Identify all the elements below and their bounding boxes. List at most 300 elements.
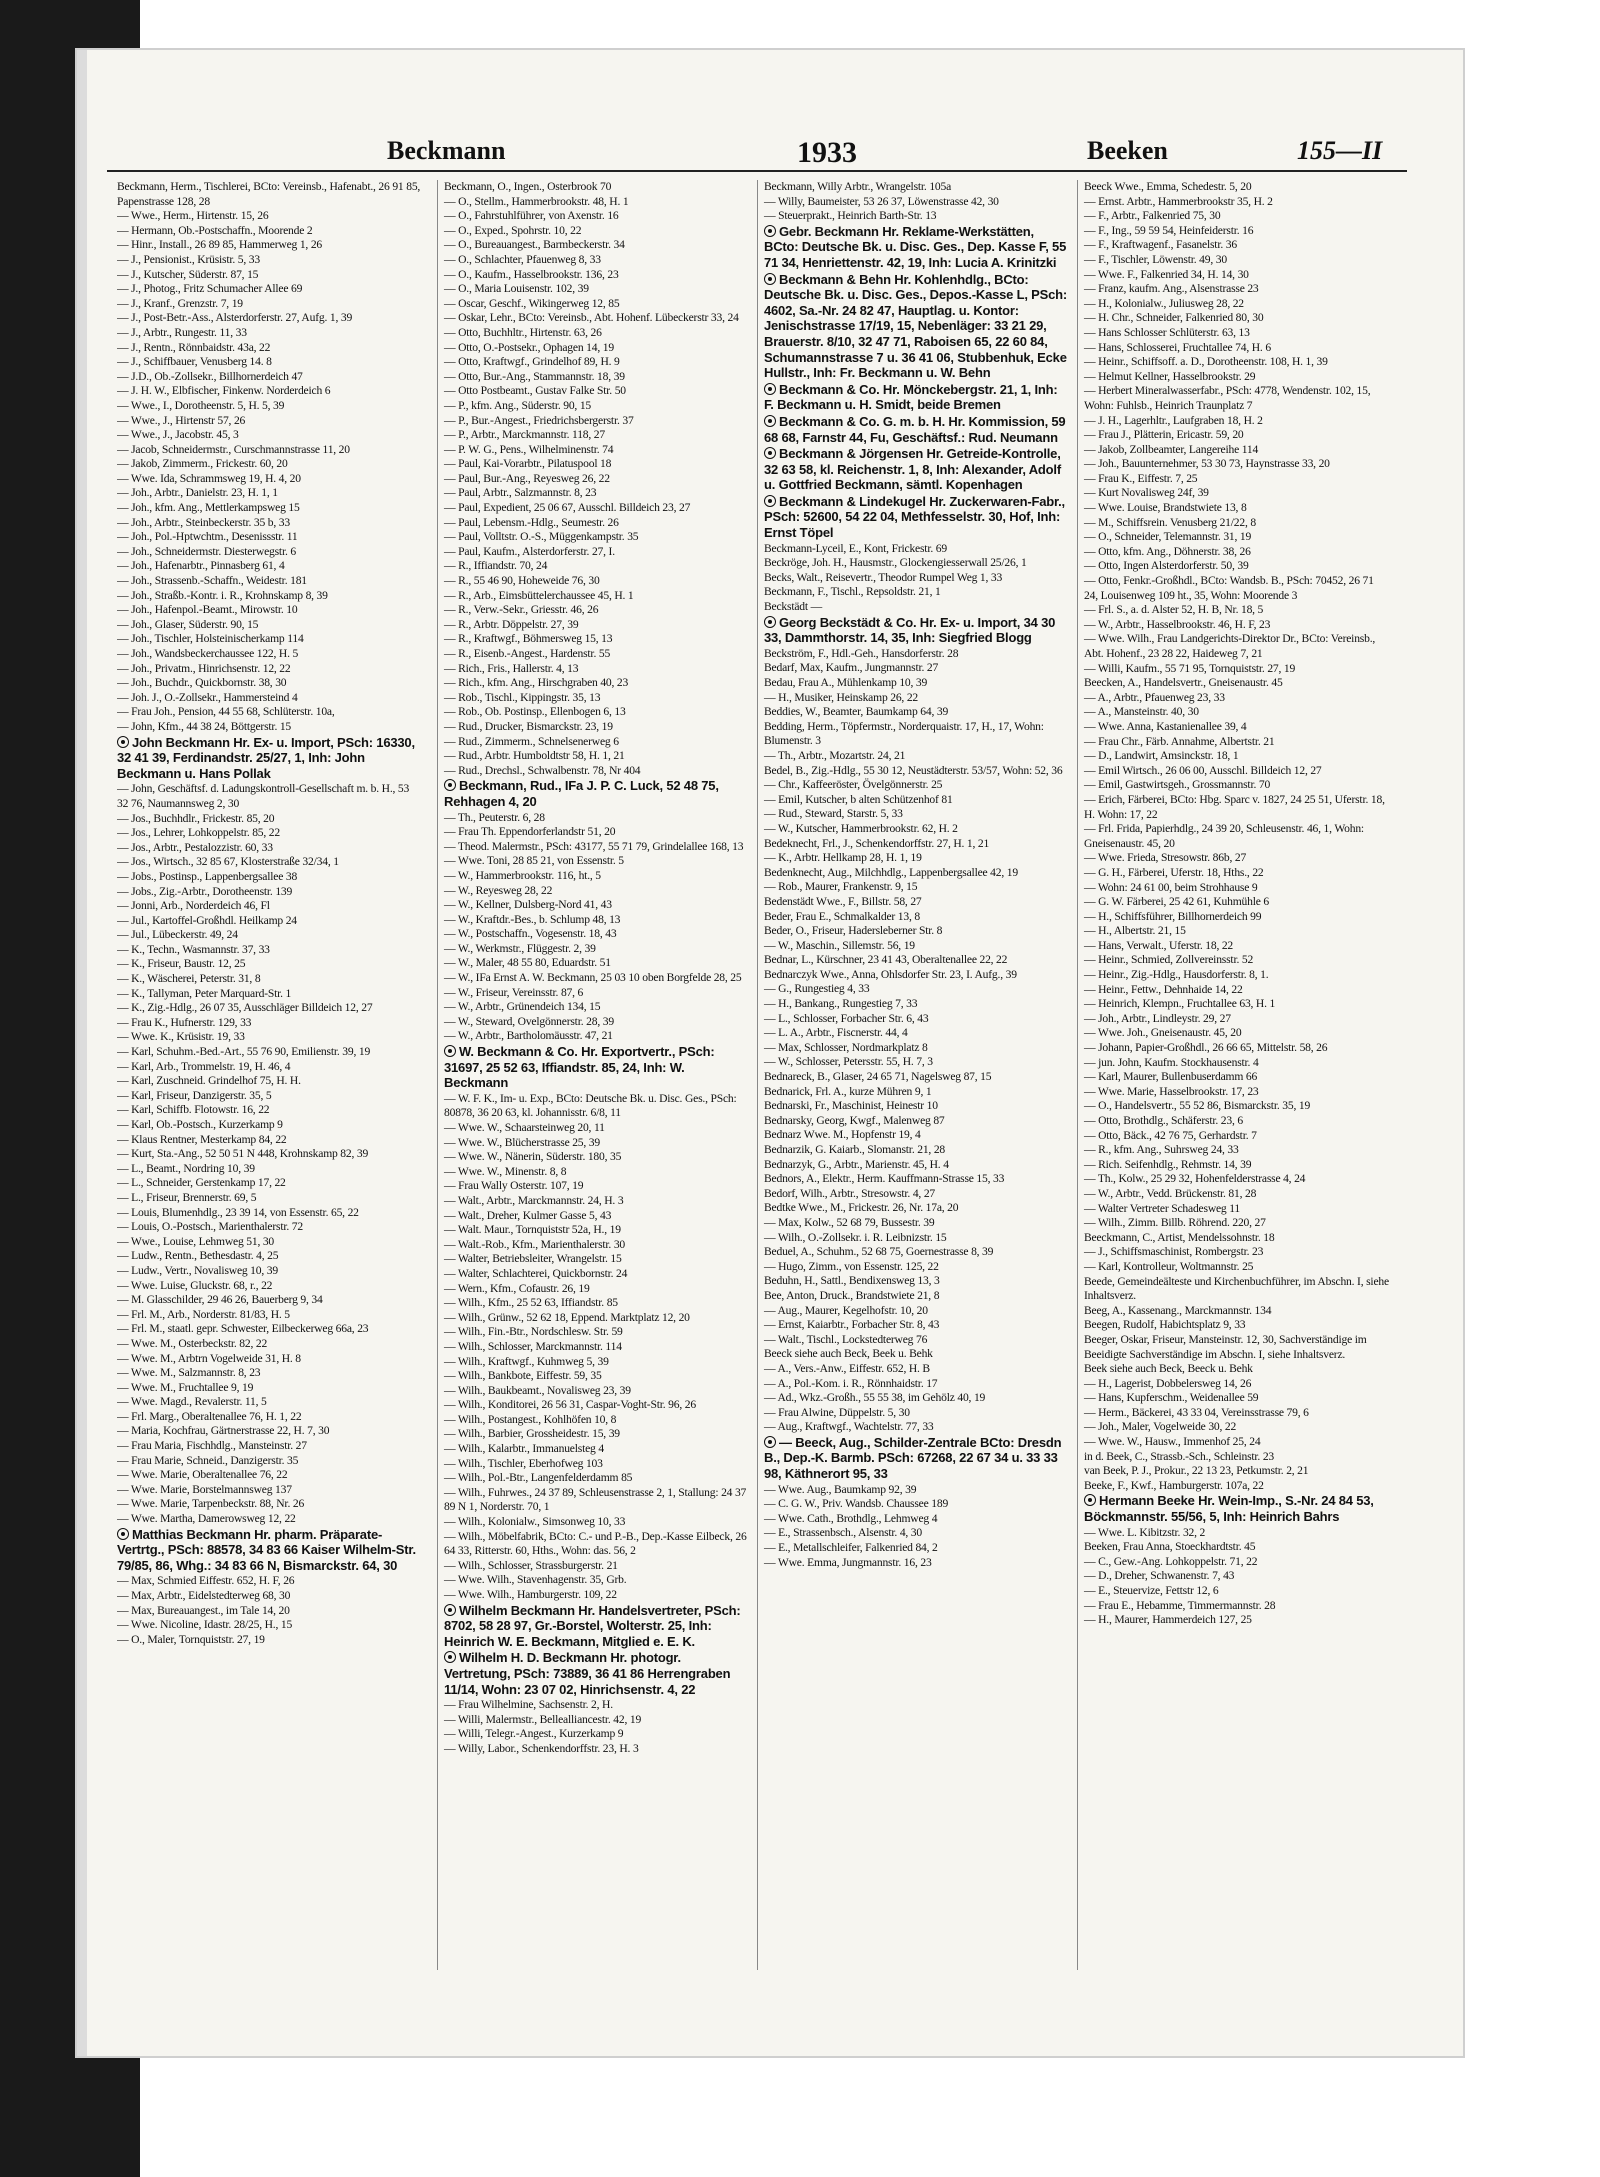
- directory-entry: [764, 661, 1069, 676]
- directory-entry: [1084, 501, 1389, 516]
- directory-entry: [117, 928, 422, 943]
- entry-text: — Frl. M., staatl. gepr. Schwester, Eilbeckerweg 66a, 23: [117, 1322, 369, 1336]
- entry-text: — Rud., Drechsl., Schwalbenstr. 78, Nr 404: [444, 763, 641, 777]
- directory-entry: [1084, 574, 1389, 603]
- entry-text: Bednors, A., Elektr., Herm. Kauffmann-Strasse 15, 33: [764, 1172, 1005, 1186]
- entry-text: Georg Beckstädt & Co. Hr. Ex- u. Import, 34 30 33, Dammthorstr. 14, 35, Inh: Siegfried Blogg: [764, 614, 1056, 646]
- directory-entry: [1084, 1231, 1389, 1246]
- entry-text: — H., Albertstr. 21, 15: [1084, 924, 1186, 938]
- directory-entry: [117, 782, 422, 811]
- directory-entry: [117, 676, 422, 691]
- entry-text: — Max, Bureauangest., im Tale 14, 20: [117, 1603, 290, 1617]
- entry-text: — F., Kraftwagenf., Fasanelstr. 36: [1084, 238, 1237, 252]
- entry-text: — F., Tischler, Löwenstr. 49, 30: [1084, 252, 1227, 266]
- directory-entry: [764, 1497, 1069, 1512]
- entry-text: Beckmann & Co. G. m. b. H. Hr. Kommission, 59 68 68, Farnstr 44, Fu, Geschäftsf.: Rud. Neumann: [764, 413, 1066, 445]
- directory-entry: [764, 910, 1069, 925]
- directory-entry: [444, 1238, 749, 1253]
- entry-text: — Frau Wilhelmine, Sachsenstr. 2, H.: [444, 1698, 613, 1712]
- entry-text: — J., Arbtr., Rungestr. 11, 33: [117, 325, 247, 339]
- firm-marker-icon: [764, 447, 776, 459]
- entry-text: — Frau K., Eiffestr. 7, 25: [1084, 471, 1198, 485]
- entry-text: — L., Schlosser, Forbacher Str. 6, 43: [764, 1011, 929, 1025]
- entry-text: Beckmann, Rud., IFa J. P. C. Luck, 52 48 75, Rehhagen 4, 20: [444, 778, 719, 809]
- directory-entry: [117, 209, 422, 224]
- directory-entry: [444, 1471, 749, 1486]
- entry-text: Bednarski, Fr., Maschinist, Heinestr 10: [764, 1099, 938, 1113]
- directory-entry: [764, 997, 1069, 1012]
- entry-text: Beckstädt —: [764, 600, 823, 614]
- directory-entry: [117, 501, 422, 516]
- entry-text: — R., Arbtr. Döppelstr. 27, 39: [444, 617, 579, 631]
- entry-text: — Otto, Fenkr.-Großhdl., BCto: Wandsb. B., PSch: 70452, 26 71 24, Louisenweg 109 ht., 35, Wohn: Moorende 3: [1084, 574, 1374, 602]
- directory-entry: [1084, 355, 1389, 370]
- entry-text: — Karl, Schuhm.-Bed.-Art., 55 76 90, Emilienstr. 39, 19: [117, 1045, 371, 1059]
- directory-entry: [1084, 793, 1389, 822]
- entry-text: — Wwe. F., Falkenried 34, H. 14, 30: [1084, 267, 1249, 281]
- directory-entry: [1084, 924, 1389, 939]
- directory-entry: [444, 311, 749, 326]
- entry-text: — Willi, Malermstr., Bellealliancestr. 42, 19: [444, 1712, 642, 1726]
- firm-entry: [764, 382, 1069, 414]
- entry-text: — Jakob, Zimmerm., Frickestr. 60, 20: [117, 457, 288, 471]
- directory-entry: [444, 1121, 749, 1136]
- entry-text: Bednarczyk Wwe., Anna, Ohlsdorfer Str. 23, I. Aufg., 39: [764, 967, 1017, 981]
- entry-text: — Jonni, Arb., Norderdeich 46, Fl: [117, 899, 270, 913]
- directory-entry: [1084, 895, 1389, 910]
- directory-entry: [117, 1176, 422, 1191]
- directory-entry: [764, 1260, 1069, 1275]
- directory-entry: [1084, 414, 1389, 429]
- directory-entry: [117, 1060, 422, 1075]
- directory-entry: [1084, 1143, 1389, 1158]
- directory-entry: [117, 1468, 422, 1483]
- directory-entry: [1084, 530, 1389, 545]
- entry-text: — Emil, Gastwirtsgeh., Grossmannstr. 70: [1084, 778, 1271, 792]
- entry-text: — Ludw., Vertr., Novalisweg 10, 39: [117, 1263, 278, 1277]
- directory-entry: [117, 574, 422, 589]
- directory-entry: [444, 1559, 749, 1574]
- entry-text: — C. G. W., Priv. Wandsb. Chaussee 189: [764, 1497, 949, 1511]
- entry-text: Bednarzik, G. Kaiarb., Slomanstr. 21, 28: [764, 1143, 946, 1156]
- directory-entry: [1084, 1085, 1389, 1100]
- entry-text: — L. A., Arbtr., Fiscnerstr. 44, 4: [764, 1026, 908, 1040]
- directory-entry: [1084, 1172, 1389, 1187]
- directory-entry: [1084, 1202, 1389, 1217]
- entry-text: — Rich. Seifenhdlg., Rehmstr. 14, 39: [1084, 1157, 1252, 1171]
- directory-entry: [1084, 370, 1389, 385]
- directory-entry: [764, 866, 1069, 881]
- entry-text: Bee, Anton, Druck., Brandstwiete 21, 8: [764, 1288, 940, 1302]
- directory-entry: [117, 530, 422, 545]
- entry-text: — Maria, Kochfrau, Gärtnerstrasse 22, H. 7, 30: [117, 1424, 330, 1438]
- directory-entry: [444, 1179, 749, 1194]
- entry-text: Beckmann & Co. Hr. Mönckebergstr. 21, 1, Inh: F. Beckmann u. H. Smidt, beide Bremen: [764, 381, 1058, 413]
- directory-entry: [444, 1384, 749, 1399]
- entry-text: Hermann Beeke Hr. Wein-Imp., S.-Nr. 24 84 53, Böckmannstr. 55/56, 5, Inh: Heinrich Bahrs: [1084, 1493, 1374, 1525]
- directory-entry: [1084, 1348, 1389, 1363]
- entry-text: — K., Zig.-Hdlg., 26 07 35, Ausschläger Billdeich 12, 27: [117, 1001, 373, 1015]
- entry-text: — Willi, Kaufm., 55 71 95, Tornquiststr. 27, 19: [1084, 661, 1296, 675]
- directory-entry: [444, 986, 749, 1001]
- firm-entry: [444, 1044, 749, 1092]
- entry-text: — Hugo, Zimm., von Essenstr. 125, 22: [764, 1259, 939, 1273]
- entry-text: — H., Lagerist, Dobbelersweg 14, 26: [1084, 1376, 1252, 1390]
- directory-entry: [444, 195, 749, 210]
- firm-marker-icon: [764, 495, 776, 507]
- directory-entry: [117, 870, 422, 885]
- directory-entry: [444, 1398, 749, 1413]
- entry-text: Beeidigte Sachverständige im Abschn. I, siehe Inhaltsverz.: [1084, 1347, 1346, 1361]
- directory-entry: [764, 691, 1069, 706]
- directory-entry: [764, 895, 1069, 910]
- entry-text: — Wwe. M., Osterbeckstr. 82, 22: [117, 1336, 268, 1350]
- directory-entry: [444, 1136, 749, 1151]
- entry-text: — Joh., Strassenb.-Schaffn., Weidestr. 181: [117, 574, 307, 588]
- directory-entry: [764, 1362, 1069, 1377]
- directory-entry: [117, 1352, 422, 1367]
- directory-entry: [444, 1223, 749, 1238]
- entry-text: — W., Hammerbrookstr. 116, ht., 5: [444, 868, 601, 882]
- entry-text: — Wilh., Schlosser, Strassburgerstr. 21: [444, 1558, 618, 1572]
- entry-text: — L., Schneider, Gerstenkamp 17, 22: [117, 1176, 286, 1190]
- directory-entry: [444, 1457, 749, 1472]
- entry-text: — Frau Alwine, Düppelstr. 5, 30: [764, 1405, 910, 1419]
- entry-text: — Walter, Schlachterei, Quickbornstr. 24: [444, 1266, 628, 1280]
- directory-entry: [117, 180, 422, 209]
- directory-entry: [1084, 997, 1389, 1012]
- directory-entry: [444, 472, 749, 487]
- entry-text: — Heinr., Zig.-Hdlg., Hausdorferstr. 8, 1.: [1084, 968, 1269, 982]
- directory-entry: [444, 1530, 749, 1559]
- entry-text: — A., Pol.-Kom. i. R., Rönnhaidstr. 17: [764, 1376, 938, 1390]
- entry-text: Gebr. Beckmann Hr. Reklame-Werkstätten, BCto: Deutsche Bk. u. Disc. Ges., Dep. Kasse F, 55 71 34, Henriettenstr. 42, 19, Inh: Lucia A. Krinitzki: [764, 223, 1067, 270]
- directory-entry: [444, 355, 749, 370]
- column-1: [117, 180, 422, 1970]
- entry-text: — Max, Schlosser, Nordmarkplatz 8: [764, 1040, 928, 1054]
- directory-entry: [117, 1293, 422, 1308]
- directory-entry: [1084, 326, 1389, 341]
- entry-text: — H., Schiffsführer, Billhornerdeich 99: [1084, 909, 1262, 923]
- entry-text: — H., Musiker, Heinskamp 26, 22: [764, 690, 919, 704]
- entry-text: — Kurt Novalisweg 24f, 39: [1084, 486, 1209, 500]
- directory-entry: [1084, 384, 1389, 413]
- entry-text: — Wwe. Nicoline, Idastr. 28/25, H., 15: [117, 1618, 293, 1632]
- directory-entry: [444, 898, 749, 913]
- directory-entry: [1084, 559, 1389, 574]
- entry-text: Bednarzyk, G., Arbtr., Marienstr. 45, H. 4: [764, 1157, 949, 1171]
- directory-entry: [117, 443, 422, 458]
- directory-entry: [444, 927, 749, 942]
- directory-entry: [764, 924, 1069, 939]
- entry-text: — Wwe. W., Hausw., Immenhof 25, 24: [1084, 1435, 1261, 1449]
- entry-text: — Jacob, Schneidermstr., Curschmannstrasse 11, 20: [117, 442, 350, 456]
- directory-entry: [764, 209, 1069, 224]
- directory-entry: [1084, 881, 1389, 896]
- entry-text: — Joh., kfm. Ang., Mettlerkampsweg 15: [117, 501, 300, 515]
- entry-text: — Walter, Betriebsleiter, Wrangelstr. 15: [444, 1252, 622, 1266]
- entry-text: — H., Bankang., Rungestieg 7, 33: [764, 997, 918, 1011]
- directory-entry: [764, 1245, 1069, 1260]
- directory-entry: [1084, 1318, 1389, 1333]
- directory-entry: [444, 370, 749, 385]
- directory-entry: [444, 1355, 749, 1370]
- directory-entry: [444, 1742, 749, 1757]
- entry-text: — Wilh., Postangest., Kohlhöfen 10, 8: [444, 1412, 617, 1426]
- directory-entry: [444, 414, 749, 429]
- directory-entry: [1084, 1056, 1389, 1071]
- directory-entry: [117, 282, 422, 297]
- entry-text: — Walt., Dreher, Kulmer Gasse 5, 43: [444, 1208, 612, 1222]
- entry-text: — Frau Chr., Färb. Annahme, Albertstr. 21: [1084, 734, 1275, 748]
- directory-entry: [764, 1391, 1069, 1406]
- entry-text: Beeg, A., Kassenang., Marckmannstr. 134: [1084, 1303, 1272, 1317]
- directory-entry: [444, 1282, 749, 1297]
- entry-text: — O., Exped., Spohrstr. 10, 22: [444, 223, 582, 237]
- directory-entry: [1084, 209, 1389, 224]
- entry-text: — Rich., Fris., Hallerstr. 4, 13: [444, 661, 579, 675]
- directory-entry: [1084, 735, 1389, 750]
- entry-text: — J.D., Ob.-Zollsekr., Billhornerdeich 47: [117, 369, 303, 383]
- directory-entry: [444, 811, 749, 826]
- directory-entry: [1084, 910, 1389, 925]
- entry-text: — Frau J., Plätterin, Ericastr. 59, 20: [1084, 428, 1244, 442]
- entry-text: — Joh., Buchdr., Quickbornstr. 38, 30: [117, 676, 287, 690]
- firm-marker-icon: [764, 415, 776, 427]
- directory-entry: [764, 749, 1069, 764]
- directory-entry: [117, 957, 422, 972]
- directory-entry: [1084, 238, 1389, 253]
- entry-text: — Frau Th. Eppendorferlandstr 51, 20: [444, 825, 616, 839]
- directory-entry: [117, 268, 422, 283]
- directory-entry: [117, 855, 422, 870]
- entry-text: in d. Beek, C., Strassb.-Sch., Schleinstr. 23: [1084, 1449, 1275, 1463]
- directory-entry: [444, 764, 749, 779]
- directory-entry: [764, 180, 1069, 195]
- directory-entry: [117, 647, 422, 662]
- entry-text: — Wwe., I., Dorotheenstr. 5, H. 5, 39: [117, 398, 285, 412]
- directory-entry: [1084, 1479, 1389, 1494]
- directory-entry: [117, 1308, 422, 1323]
- directory-entry: [117, 355, 422, 370]
- directory-entry: [117, 1089, 422, 1104]
- entry-text: — J. H. W., Elbfischer, Finkenw. Norderdeich 6: [117, 384, 331, 398]
- directory-entry: [1084, 1041, 1389, 1056]
- firm-marker-icon: [444, 779, 456, 791]
- directory-entry: [117, 1191, 422, 1206]
- directory-entry: [444, 1588, 749, 1603]
- entry-text: — Johann, Papier-Großhdl., 26 66 65, Mittelstr. 58, 26: [1084, 1041, 1328, 1055]
- entry-text: — Oscar, Geschf., Wikingerweg 12, 85: [444, 296, 620, 310]
- entry-text: — Max, Kolw., 52 68 79, Bussestr. 39: [764, 1215, 935, 1229]
- entry-text: — Joh., Hafenarbtr., Pinnasberg 61, 4: [117, 559, 285, 573]
- directory-entry: [444, 180, 749, 195]
- firm-marker-icon: [444, 1651, 456, 1663]
- entry-text: — Th., Peuterstr. 6, 28: [444, 810, 545, 824]
- entry-text: — Wilh., Schlosser, Marckmannstr. 114: [444, 1339, 622, 1353]
- entry-text: John Beckmann Hr. Ex- u. Import, PSch: 16330, 32 41 39, Ferdinandstr. 25/27, 1, Inh: John Beckmann u. Hans Pollak: [117, 734, 415, 781]
- entry-text: — Jul., Kartoffel-Großhdl. Heilkamp 24: [117, 913, 297, 927]
- directory-entry: [764, 571, 1069, 586]
- entry-text: — R., Kraftwgf., Böhmersweg 15, 13: [444, 632, 613, 646]
- entry-text: — O., Fahrstuhlführer, von Axenstr. 16: [444, 209, 619, 223]
- directory-entry: [1084, 1406, 1389, 1421]
- entry-text: — Wilh., Kalarbtr., Immanuelsteg 4: [444, 1442, 604, 1456]
- entry-text: Beeck siehe auch Beck, Beek u. Behk: [764, 1347, 933, 1361]
- entry-text: — Otto, Bur.-Ang., Stammannstr. 18, 39: [444, 369, 625, 383]
- entry-text: Wilhelm H. D. Beckmann Hr. photogr. Vertretung, PSch: 73889, 36 41 86 Herrengraben 11/14, Wohn: 23 07 02, Hinrichsenstr. 4, 22: [444, 1650, 731, 1697]
- entry-text: — Joh., Arbtr., Lindleystr. 29, 27: [1084, 1011, 1231, 1025]
- entry-text: Beder, Frau E., Schmalkalder 13, 8: [764, 909, 920, 923]
- entry-text: — Hans Schlosser Schlüterstr. 63, 13: [1084, 325, 1250, 339]
- directory-entry: [764, 1055, 1069, 1070]
- directory-entry: [764, 1377, 1069, 1392]
- entry-text: — Wwe. Ida, Schrammsweg 19, H. 4, 20: [117, 471, 301, 485]
- directory-entry: [444, 457, 749, 472]
- directory-entry: [1084, 939, 1389, 954]
- entry-text: — E., Strassenbsch., Alsenstr. 4, 30: [764, 1526, 923, 1540]
- directory-entry: [764, 982, 1069, 997]
- entry-text: — J., Post-Betr.-Ass., Alsterdorferstr. 27, Aufg. 1, 39: [117, 311, 353, 325]
- directory-entry: [1084, 1216, 1389, 1231]
- entry-text: — Joh., Pol.-Hptwchtm., Desenissstr. 11: [117, 530, 298, 544]
- directory-entry: [444, 735, 749, 750]
- entry-text: — Walter Vertreter Schadesweg 11: [1084, 1201, 1240, 1215]
- entry-text: Bednarsky, Georg, Kwgf., Malenweg 87: [764, 1113, 945, 1127]
- entry-text: — Otto, Brothdlg., Schäferstr. 23, 6: [1084, 1114, 1243, 1127]
- entry-text: — P., kfm. Ang., Süderstr. 90, 15: [444, 398, 592, 412]
- entry-text: — Walt., Arbtr., Marckmannstr. 24, H. 3: [444, 1193, 624, 1207]
- directory-entry: [764, 1406, 1069, 1421]
- entry-text: Beckmann, Willy Arbtr., Wrangelstr. 105a: [764, 180, 952, 193]
- directory-entry: [117, 1497, 422, 1512]
- entry-text: — Heinrich, Klempn., Fruchtallee 63, H. 1: [1084, 997, 1276, 1011]
- entry-text: — O., Stellm., Hammerbrookstr. 48, H. 1: [444, 194, 629, 208]
- entry-text: Bednareck, B., Glaser, 24 65 71, Nagelsweg 87, 15: [764, 1070, 992, 1084]
- directory-entry: [117, 1483, 422, 1498]
- header-right-word: Beeken: [1087, 136, 1168, 165]
- entry-text: — Wwe. Emma, Jungmannstr. 16, 23: [764, 1555, 932, 1569]
- entry-text: — Wwe. K., Krüsistr. 19, 33: [117, 1030, 245, 1044]
- directory-entry: [1084, 1584, 1389, 1599]
- entry-text: — R., kfm. Ang., Suhrsweg 24, 33: [1084, 1143, 1239, 1157]
- directory-entry: [444, 1150, 749, 1165]
- directory-entry: [444, 603, 749, 618]
- entry-text: Beduel, A., Schuhm., 52 68 75, Goernestrasse 8, 39: [764, 1245, 994, 1259]
- directory-entry: [444, 209, 749, 224]
- firm-marker-icon: [117, 736, 129, 748]
- entry-text: — Karl, Kontrolleur, Woltmannstr. 25: [1084, 1259, 1254, 1273]
- entry-text: — O., Maler, Tornquiststr. 27, 19: [117, 1632, 265, 1646]
- directory-entry: [444, 428, 749, 443]
- entry-text: — Ernst. Arbtr., Hammerbrookstr 35, H. 2: [1084, 194, 1273, 208]
- directory-entry: [117, 1074, 422, 1089]
- entry-text: — Beeck, Aug., Schilder-Zentrale BCto: Dresdn B., Dep.-K. Barmb. PSch: 67268, 22 67 34 u. 33 33 98, Käthnerort 95, 33: [764, 1434, 1062, 1482]
- entry-text: — Otto, Kraftwgf., Grindelhof 89, H. 9: [444, 355, 620, 369]
- entry-text: — Joh., Schneidermstr. Diesterwegstr. 6: [117, 544, 296, 558]
- directory-entry: [444, 869, 749, 884]
- entry-text: — Rud., Arbtr. Humboldtstr 58, H. 1, 21: [444, 749, 625, 763]
- entry-text: Beckmann, F., Tischl., Repsoldstr. 21, 1: [764, 585, 941, 599]
- entry-text: — Jos., Lehrer, Lohkoppelstr. 85, 22: [117, 826, 280, 840]
- directory-entry: [444, 956, 749, 971]
- directory-entry: [117, 720, 422, 735]
- firm-marker-icon: [444, 1045, 456, 1057]
- directory-entry: [117, 1264, 422, 1279]
- directory-entry: [117, 812, 422, 827]
- entry-text: — W., Kraftdr.-Bes., b. Schlump 48, 13: [444, 912, 621, 926]
- entry-text: — Theod. Malermstr., PSch: 43177, 55 71 79, Grindelallee 168, 13: [444, 839, 744, 853]
- firm-entry: [764, 446, 1069, 494]
- entry-text: — Wwe. Marie, Tarpenbeckstr. 88, Nr. 26: [117, 1497, 305, 1511]
- entry-text: — Joh., Maler, Vogelweide 30, 22: [1084, 1420, 1237, 1434]
- entry-text: — J., Schiffbauer, Venusberg 14. 8: [117, 355, 272, 369]
- entry-text: Beder, O., Friseur, Hadersleberner Str. 8: [764, 924, 943, 938]
- directory-entry: [1084, 1435, 1389, 1450]
- entry-text: — Hinr., Install., 26 89 85, Hammerweg 1, 26: [117, 238, 323, 252]
- firm-marker-icon: [1084, 1494, 1096, 1506]
- directory-entry: [444, 1727, 749, 1742]
- firm-entry: [444, 1603, 749, 1651]
- entry-text: — F., Arbtr., Falkenried 75, 30: [1084, 209, 1221, 223]
- directory-entry: [117, 589, 422, 604]
- entry-text: — Helmut Kellner, Hasselbrookstr. 29: [1084, 369, 1256, 383]
- entry-text: Bedau, Frau A., Mühlenkamp 10, 39: [764, 676, 928, 689]
- directory-entry: [444, 1442, 749, 1457]
- entry-text: Bedenstädt Wwe., F., Billstr. 58, 27: [764, 894, 922, 908]
- entry-text: — Hermann, Ob.-Postschaffn., Moorende 2: [117, 223, 313, 237]
- entry-text: Bedorf, Wilh., Arbtr., Stresowstr. 4, 27: [764, 1186, 936, 1200]
- entry-text: — Rud., Drucker, Bismarckstr. 23, 19: [444, 719, 613, 733]
- column-4: [1077, 180, 1389, 1970]
- entry-text: Becks, Walt., Reisevertr., Theodor Rumpel Weg 1, 33: [764, 570, 1003, 584]
- entry-text: — Willi, Telegr.-Angest., Kurzerkamp 9: [444, 1727, 624, 1741]
- directory-entry: [764, 1187, 1069, 1202]
- entry-text: — Wwe. M., Arbtrn Vogelweide 31, H. 8: [117, 1351, 301, 1365]
- directory-entry: [117, 885, 422, 900]
- entry-text: Bednarick, Frl. A., kurze Mühren 9, 1: [764, 1084, 932, 1098]
- directory-entry: [444, 1267, 749, 1282]
- directory-entry: [764, 1483, 1069, 1498]
- entry-text: — Heinr., Schiffsoff. a. D., Dorotheenstr. 108, H. 1, 39: [1084, 355, 1328, 369]
- entry-text: — Th., Arbtr., Mozartstr. 24, 21: [764, 748, 906, 762]
- entry-text: Bedtke Wwe., M., Frickestr. 26, Nr. 17a, 20: [764, 1201, 959, 1215]
- entry-text: — O., Schneider, Telemannstr. 31, 19: [1084, 530, 1252, 544]
- directory-entry: [1084, 1362, 1389, 1377]
- entry-text: — L., Beamt., Nordring 10, 39: [117, 1161, 255, 1175]
- directory-entry: [1084, 1333, 1389, 1348]
- directory-entry: [764, 647, 1069, 662]
- directory-entry: [117, 428, 422, 443]
- directory-entry: [1084, 1420, 1389, 1435]
- entry-text: — Rud., Steward, Starstr. 5, 33: [764, 807, 903, 821]
- directory-entry: [1084, 1070, 1389, 1085]
- directory-entry: [444, 1427, 749, 1442]
- entry-text: — Otto, Buchhltr., Hirtenstr. 63, 26: [444, 325, 602, 339]
- directory-entry: [117, 1574, 422, 1589]
- directory-entry: [117, 399, 422, 414]
- entry-text: — Wwe. W., Schaarsteinweg 20, 11: [444, 1121, 605, 1134]
- directory-entry: [117, 1454, 422, 1469]
- entry-text: — E., Steuervize, Fettstr 12, 6: [1084, 1584, 1219, 1597]
- directory-entry: [764, 764, 1069, 779]
- directory-entry: [117, 297, 422, 312]
- entry-text: — John, Kfm., 44 38 24, Böttgerstr. 15: [117, 719, 292, 733]
- entry-text: — J., Pensionist., Krüsistr. 5, 33: [117, 252, 260, 266]
- directory-entry: [1084, 224, 1389, 239]
- entry-text: — Wilh., Pol.-Btr., Langenfelderdamm 85: [444, 1471, 633, 1485]
- directory-entry: [117, 618, 422, 633]
